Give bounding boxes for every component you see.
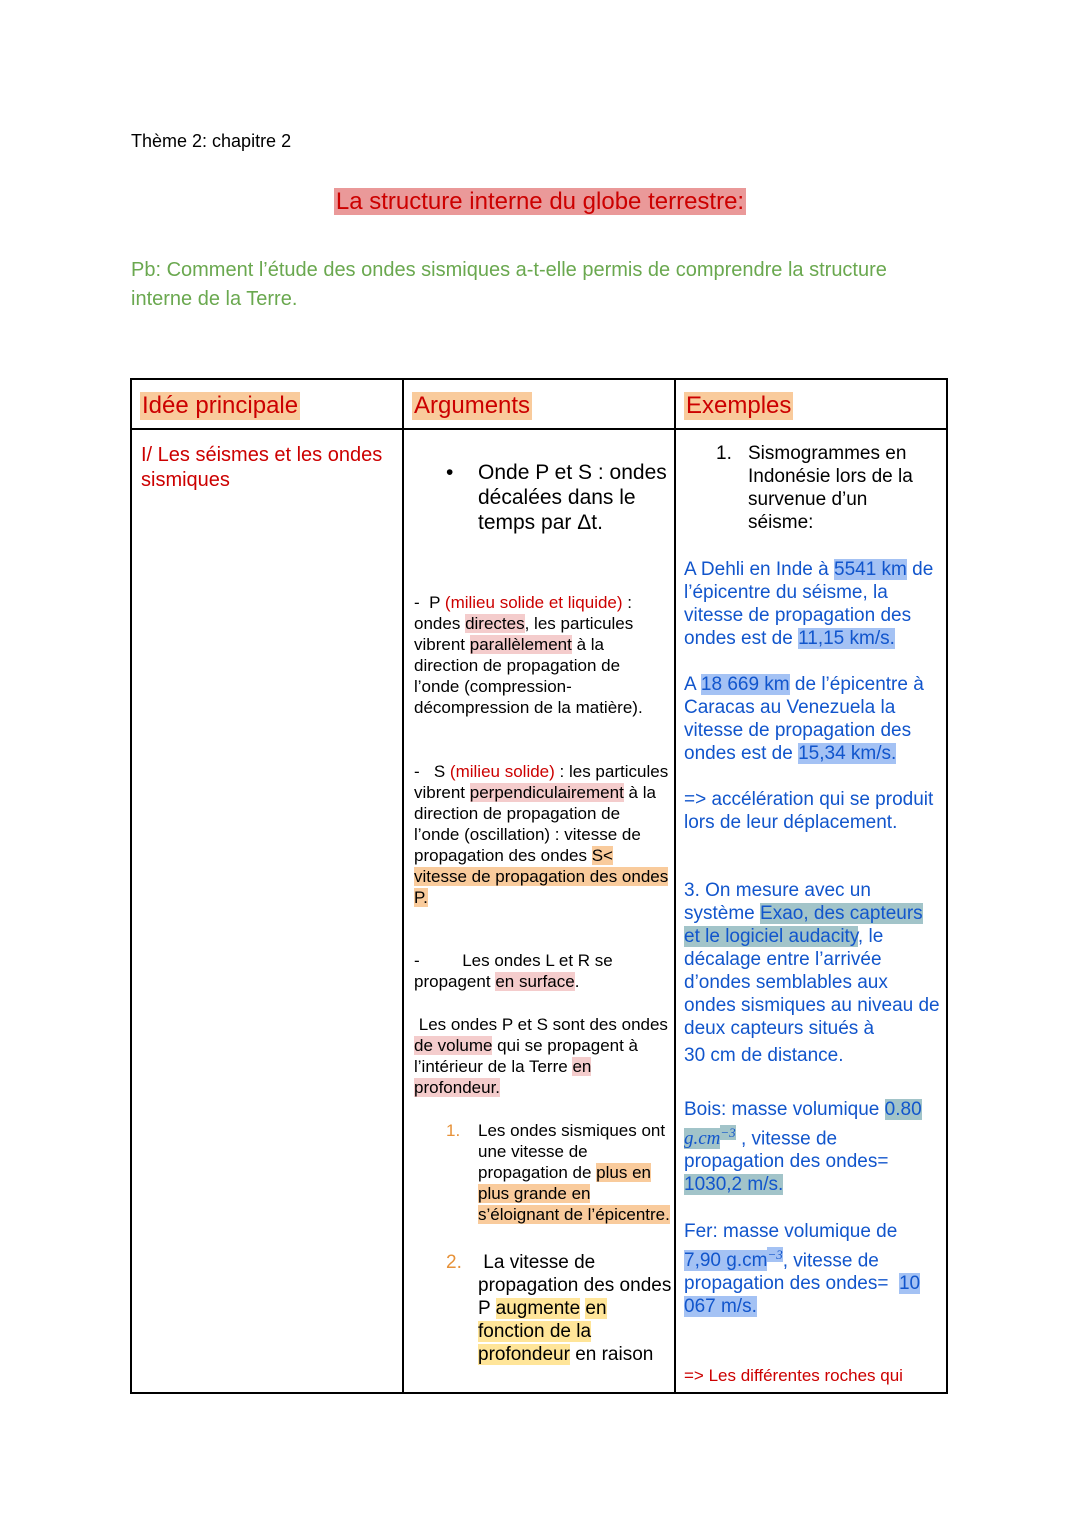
- ex-number-1: 1.: [716, 443, 732, 464]
- fer-speed-1: 10: [898, 1273, 921, 1295]
- n1-highlight: plus en plus grande en s’éloignant de l’épicentre.: [478, 1163, 670, 1224]
- onde-s-paragraph: [414, 761, 670, 908]
- list-number-2: 2.: [446, 1252, 462, 1273]
- ex-acceleration: => accélération qui se produit lors de leur déplacement.: [684, 789, 934, 833]
- s-lead: S: [433, 762, 446, 781]
- dehli-text-1: A Dehli en Inde à: [684, 559, 829, 580]
- dehli-speed: 11,15 km/s.: [798, 628, 895, 649]
- s-medium: (milieu solide): [449, 762, 555, 781]
- dehli-distance: 5541 km: [834, 559, 907, 580]
- n2-profondeur: en fonction de la profondeur: [478, 1298, 607, 1365]
- header-arguments: Arguments: [414, 392, 531, 419]
- notes-table: [130, 378, 948, 1394]
- column-divider-2: [674, 380, 676, 1392]
- caracas-distance: 18 669 km: [700, 674, 790, 695]
- fer-speed-2: 067 m/s.: [684, 1296, 757, 1318]
- ex-bois: [684, 1098, 942, 1196]
- fer-text-3: propagation des ondes=: [684, 1273, 889, 1295]
- n1-text: Les ondes sismiques ont une vitesse de propagation de: [478, 1121, 666, 1182]
- fer-value: 7,90 g.cm: [684, 1250, 768, 1272]
- ex-roches: => Les différentes roches qui: [684, 1366, 903, 1385]
- bois-text-1: Bois: masse volumique: [684, 1099, 880, 1120]
- bois-text-2: , vitesse de: [740, 1128, 838, 1150]
- page-title: La structure interne du globe terrestre:: [335, 188, 745, 215]
- title-container: [0, 188, 1080, 216]
- bois-text-3: propagation des ondes=: [684, 1151, 889, 1173]
- s-text-1: : les particules vibrent: [414, 762, 669, 802]
- s-text-2: à la direction de propagation de l’onde (oscillation) : vitesse de propagation des ondes: [414, 783, 656, 865]
- header-exemples: Exemples: [686, 392, 792, 419]
- caracas-text-2: de l’épicentre à Caracas au Venezuela la vitesse de propagation des ondes est de: [684, 674, 924, 764]
- p-text-1: ondes: [414, 614, 461, 633]
- vol-highlight: de volume: [414, 1036, 493, 1055]
- list-number-1: 1.: [446, 1121, 461, 1140]
- lr-text: Les ondes L et R se propagent: [414, 951, 613, 991]
- n2-text: La vitesse de propagation des ondes P: [478, 1252, 672, 1319]
- s-perpendiculairement: perpendiculairement: [469, 783, 624, 802]
- ondes-lr-paragraph: [414, 950, 670, 992]
- onde-p-paragraph: [414, 592, 670, 718]
- fer-text-2: , vitesse de: [782, 1250, 879, 1272]
- list-item-1: [478, 1120, 672, 1225]
- p-parallele: parallèlement: [469, 635, 572, 654]
- lr-highlight: en surface: [495, 972, 575, 991]
- idee-section-title: I/ Les séismes et les ondes sismiques: [141, 444, 383, 491]
- bois-value: 0.80: [884, 1099, 922, 1120]
- dash-s: -: [414, 762, 420, 781]
- dehli-text-2: de l’épicentre du séisme, la vitesse de propagation des ondes est de: [684, 559, 934, 649]
- caracas-text-1: A: [684, 674, 696, 695]
- problem-statement: Pb: Comment l’étude des ondes sismiques a-t-elle permis de comprendre la structure interne de la Terre.: [131, 259, 887, 310]
- n2-augmente: augmente: [495, 1298, 581, 1319]
- column-divider-1: [402, 380, 404, 1392]
- bois-exponent: −3: [720, 1125, 736, 1140]
- p-colon: :: [627, 593, 633, 612]
- p-directes: directes: [465, 614, 525, 633]
- bois-speed: 1030,2 m/s.: [684, 1174, 784, 1196]
- n2-text-2: en raison: [575, 1344, 654, 1365]
- p-text-2: , les particules vibrent: [414, 614, 634, 654]
- vol-text-1: Les ondes P et S sont des ondes: [418, 1015, 668, 1034]
- mesure-text-2: , le décalage entre l’arrivée d’ondes semblables aux ondes sismiques au niveau de deux capteurs situés à: [684, 926, 940, 1039]
- lr-end: .: [574, 972, 580, 991]
- vol-highlight-2: en profondeur.: [414, 1057, 592, 1097]
- s-highlight: S< vitesse de propagation des ondes P.: [414, 846, 669, 907]
- ex-sismogrammes: Sismogrammes en Indonésie lors de la survenue d’un séisme:: [748, 443, 913, 533]
- p-medium: (milieu solide et liquide): [444, 593, 623, 612]
- list-item-2: [478, 1251, 672, 1366]
- vol-text-2: qui se propagent à l’intérieur de la Terre: [414, 1036, 639, 1076]
- p-text-3: à la direction de propagation de l’onde (compression-décompression de la matière).: [414, 635, 643, 717]
- ondes-volume-paragraph: [414, 1014, 670, 1098]
- p-lead: P: [429, 593, 441, 612]
- mesure-text-1: 3. On mesure avec un système: [684, 880, 871, 924]
- caracas-speed: 15,34 km/s.: [798, 743, 897, 764]
- mesure-highlight: Exao, des capteurs et le logiciel audacity: [684, 903, 923, 947]
- onde-ps-text: Onde P et S : ondes décalées dans le temps par Δt.: [478, 461, 667, 534]
- ex-mesure-distance: 30 cm de distance.: [684, 1045, 844, 1066]
- ex-fer: [684, 1220, 942, 1318]
- ex-caracas: [684, 673, 942, 765]
- header-idee: Idée principale: [142, 392, 299, 419]
- theme-label: Thème 2: chapitre 2: [131, 131, 292, 151]
- dash-lr: -: [414, 951, 420, 970]
- bullet-marker: •: [446, 461, 454, 484]
- bois-unit: g.cm: [684, 1128, 721, 1150]
- ex-mesure: [684, 879, 942, 1040]
- ex-dehli: [684, 558, 942, 650]
- fer-text-1: Fer: masse volumique de: [684, 1221, 898, 1242]
- dash-p: -: [414, 593, 420, 612]
- fer-exponent: −3: [767, 1247, 783, 1262]
- header-divider: [132, 428, 946, 430]
